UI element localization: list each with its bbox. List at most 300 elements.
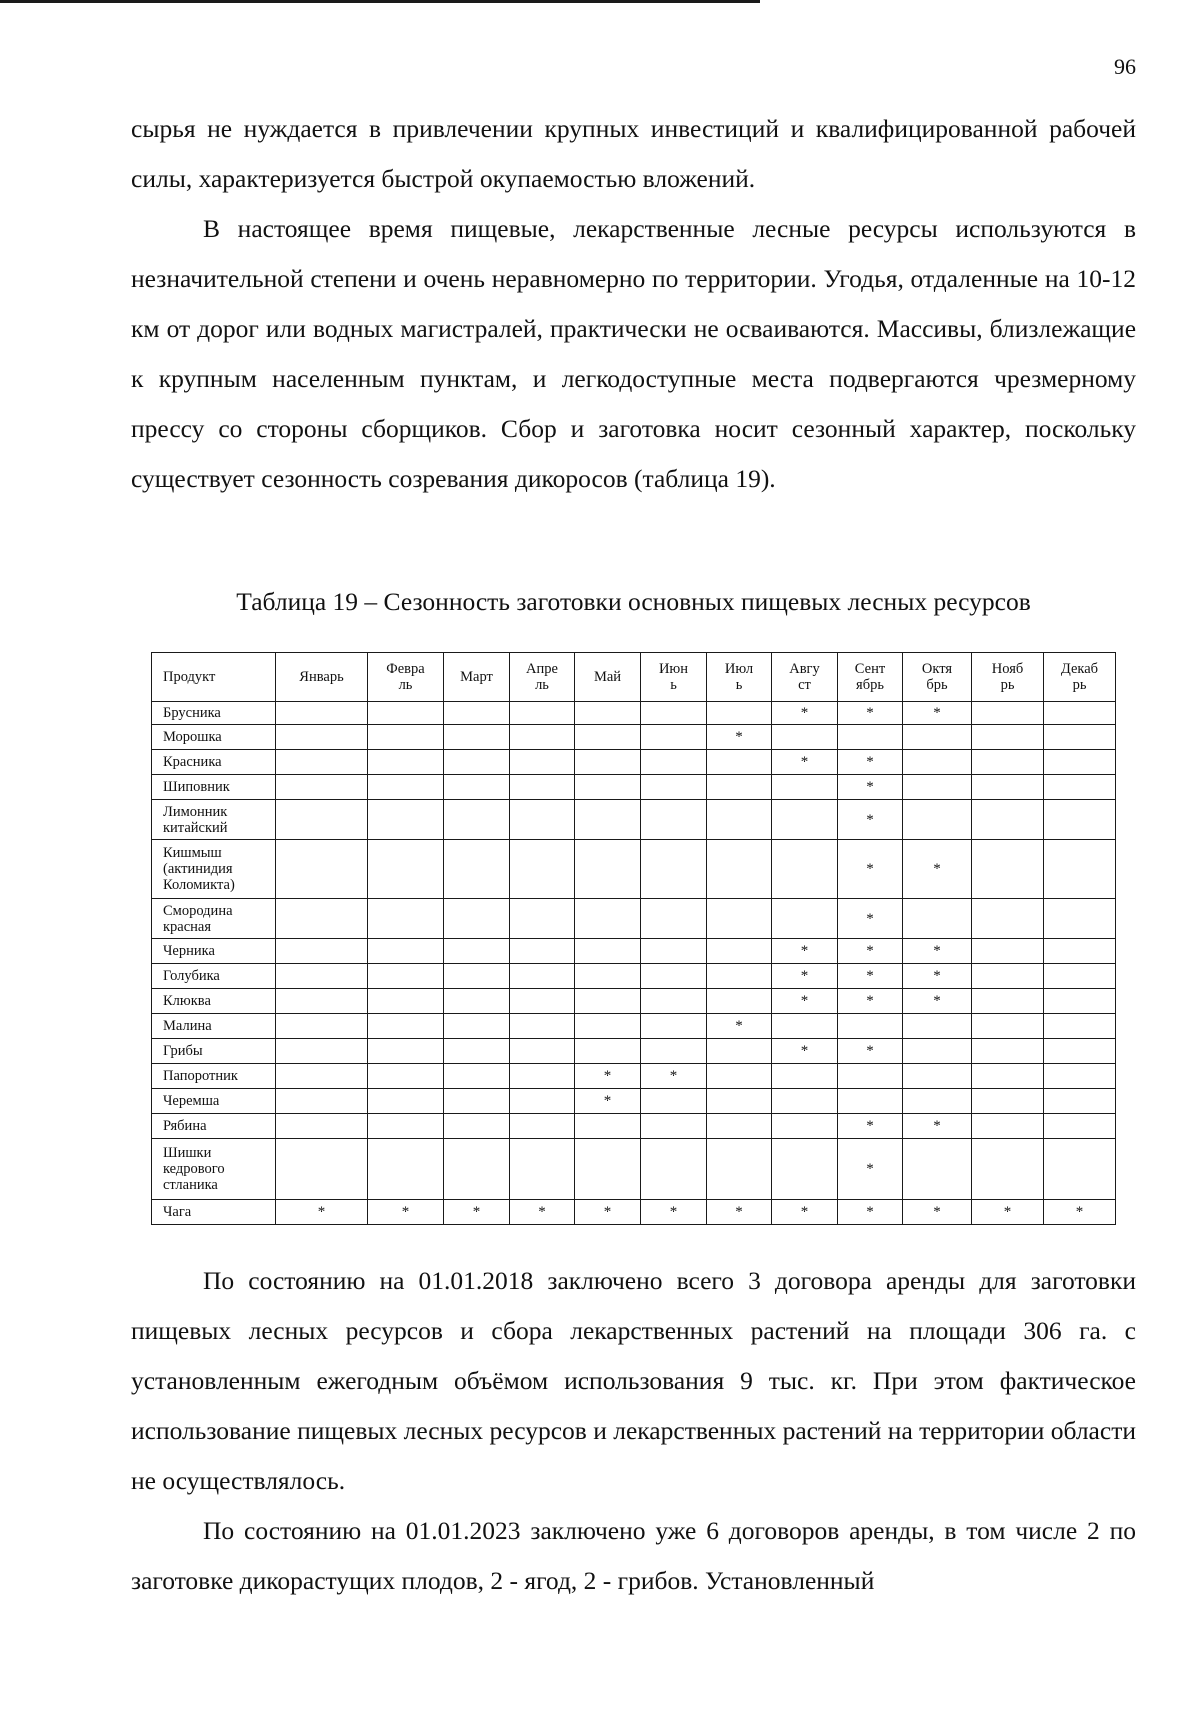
line: По состоянию на 01.01.2023 заключено уже 6 договоров аренды, в том числе bbox=[203, 1516, 1078, 1545]
line: на 10-12 км от дорог или водных магистралей, практически не осваиваются. bbox=[131, 264, 1136, 343]
cell-line: Коломикта) bbox=[163, 877, 235, 893]
column-header-product bbox=[152, 653, 276, 702]
line: По состоянию на 01.01.2018 заключено всего 3 договора аренды для bbox=[203, 1266, 1017, 1295]
season-mark: * bbox=[933, 1204, 941, 1220]
table-row bbox=[152, 1139, 1116, 1200]
cell-line: Июл bbox=[724, 661, 754, 677]
month-cell bbox=[641, 800, 707, 840]
month-cell bbox=[510, 1039, 575, 1064]
month-cell bbox=[972, 899, 1044, 939]
season-mark: * bbox=[866, 1043, 874, 1059]
month-cell bbox=[1044, 964, 1116, 989]
line: на территории области не осуществлялось. bbox=[131, 1416, 1136, 1495]
month-cell bbox=[772, 750, 838, 775]
season-mark: * bbox=[1003, 1204, 1012, 1220]
paragraph-2018 bbox=[131, 1256, 1136, 1506]
season-mark: * bbox=[603, 1204, 612, 1220]
month-cell bbox=[972, 939, 1044, 964]
column-header-month-9 bbox=[838, 653, 903, 702]
table-caption: Таблица 19 – Сезонность заготовки основных пищевых лесных ресурсов bbox=[236, 587, 1031, 616]
month-cell bbox=[444, 989, 510, 1014]
month-cell bbox=[510, 775, 575, 800]
month-cell bbox=[838, 1114, 903, 1139]
month-cell bbox=[368, 1064, 444, 1089]
season-mark: * bbox=[866, 1161, 874, 1177]
cell-line: Морошка bbox=[163, 729, 222, 745]
season-mark: * bbox=[866, 968, 874, 984]
month-cell bbox=[444, 1039, 510, 1064]
month-cell bbox=[575, 1064, 641, 1089]
month-cell bbox=[972, 725, 1044, 750]
season-mark: * bbox=[317, 1204, 326, 1220]
cell-line: Клюква bbox=[163, 993, 211, 1009]
cell-line: Лимонник bbox=[163, 803, 228, 820]
month-cell bbox=[1044, 800, 1116, 840]
month-cell bbox=[368, 1139, 444, 1200]
month-cell bbox=[838, 702, 903, 725]
month-cell bbox=[707, 1200, 772, 1225]
season-mark: * bbox=[800, 705, 809, 721]
month-cell bbox=[838, 750, 903, 775]
paragraph-resources bbox=[131, 204, 1136, 504]
line: сырья не нуждается в привлечении крупных инвестиций и квалифицированной bbox=[131, 114, 1038, 143]
month-cell bbox=[772, 964, 838, 989]
month-cell bbox=[368, 1014, 444, 1039]
cell-line: ст bbox=[798, 677, 811, 693]
cell-line: Черемша bbox=[163, 1093, 220, 1109]
season-mark: * bbox=[735, 729, 743, 745]
month-cell bbox=[368, 1039, 444, 1064]
month-cell bbox=[903, 964, 972, 989]
month-cell bbox=[575, 750, 641, 775]
month-cell bbox=[1044, 725, 1116, 750]
month-cell bbox=[972, 989, 1044, 1014]
month-cell bbox=[772, 989, 838, 1014]
month-cell bbox=[368, 702, 444, 725]
month-cell bbox=[510, 1200, 575, 1225]
month-cell bbox=[972, 964, 1044, 989]
month-cell bbox=[575, 899, 641, 939]
month-cell bbox=[444, 702, 510, 725]
month-cell bbox=[368, 964, 444, 989]
month-cell bbox=[707, 750, 772, 775]
line: подвергаются чрезмерному прессу со стороны сборщиков. Сбор и заготовка носит bbox=[131, 364, 1137, 443]
season-mark: * bbox=[800, 754, 809, 770]
season-mark: * bbox=[933, 943, 941, 959]
season-mark: * bbox=[866, 1204, 874, 1220]
cell-line: Смородина bbox=[163, 902, 233, 919]
month-cell bbox=[972, 1089, 1044, 1114]
month-cell bbox=[276, 964, 368, 989]
month-cell bbox=[903, 800, 972, 840]
cell-line: ь bbox=[670, 677, 677, 693]
month-cell bbox=[972, 800, 1044, 840]
month-cell bbox=[368, 1114, 444, 1139]
column-header-month-8 bbox=[772, 653, 838, 702]
month-cell bbox=[510, 1014, 575, 1039]
month-cell bbox=[510, 939, 575, 964]
cell-line: Декаб bbox=[1060, 661, 1099, 677]
month-cell bbox=[641, 1089, 707, 1114]
month-cell bbox=[641, 989, 707, 1014]
month-cell bbox=[276, 725, 368, 750]
cell-line: Малина bbox=[163, 1018, 212, 1034]
paragraph-continuation bbox=[131, 104, 1136, 204]
cell-line: Шиповник bbox=[163, 779, 230, 795]
month-cell bbox=[368, 1089, 444, 1114]
cell-line: Нояб bbox=[991, 661, 1024, 677]
product-cell bbox=[152, 1139, 276, 1200]
month-cell bbox=[707, 964, 772, 989]
month-cell bbox=[444, 1200, 510, 1225]
cell-line: Кишмыш bbox=[163, 845, 222, 861]
cell-line: Брусника bbox=[163, 705, 221, 721]
product-cell bbox=[152, 899, 276, 939]
month-cell bbox=[772, 939, 838, 964]
month-cell bbox=[575, 840, 641, 899]
month-cell bbox=[510, 800, 575, 840]
month-cell bbox=[838, 840, 903, 899]
month-cell bbox=[1044, 989, 1116, 1014]
month-cell bbox=[368, 840, 444, 899]
table-row bbox=[152, 750, 1116, 775]
cell-line: китайский bbox=[163, 819, 228, 836]
product-cell bbox=[152, 1114, 276, 1139]
month-cell bbox=[641, 702, 707, 725]
cell-line: ябрь bbox=[856, 677, 884, 693]
month-cell bbox=[838, 775, 903, 800]
month-cell bbox=[838, 989, 903, 1014]
month-cell bbox=[1044, 1200, 1116, 1225]
month-cell bbox=[641, 939, 707, 964]
month-cell bbox=[838, 1200, 903, 1225]
month-cell bbox=[575, 989, 641, 1014]
month-cell bbox=[772, 1139, 838, 1200]
table-row bbox=[152, 800, 1116, 840]
cell-line: Май bbox=[593, 669, 622, 685]
month-cell bbox=[641, 899, 707, 939]
month-cell bbox=[772, 1089, 838, 1114]
month-cell bbox=[510, 1089, 575, 1114]
month-cell bbox=[838, 1064, 903, 1089]
line: Массивы, близлежащие к крупным населенным пунктам, и легкодоступные места bbox=[131, 314, 1137, 393]
month-cell bbox=[772, 840, 838, 899]
month-cell bbox=[1044, 1139, 1116, 1200]
cell-line: ь bbox=[735, 677, 743, 693]
table-row bbox=[152, 1039, 1116, 1064]
column-header-month-7 bbox=[707, 653, 772, 702]
table-row bbox=[152, 1089, 1116, 1114]
cell-line: брь bbox=[926, 677, 948, 693]
month-cell bbox=[1044, 1064, 1116, 1089]
season-mark: * bbox=[401, 1204, 410, 1220]
table-row bbox=[152, 840, 1116, 899]
column-header-month-3 bbox=[444, 653, 510, 702]
month-cell bbox=[903, 725, 972, 750]
month-cell bbox=[707, 899, 772, 939]
month-cell bbox=[972, 750, 1044, 775]
month-cell bbox=[510, 964, 575, 989]
season-mark: * bbox=[800, 968, 809, 984]
table-header-row bbox=[152, 653, 1116, 702]
month-cell bbox=[510, 1114, 575, 1139]
month-cell bbox=[903, 1064, 972, 1089]
month-cell bbox=[276, 899, 368, 939]
cell-line: Сент bbox=[854, 661, 886, 677]
month-cell bbox=[903, 775, 972, 800]
month-cell bbox=[575, 1039, 641, 1064]
month-cell bbox=[972, 1139, 1044, 1200]
month-cell bbox=[838, 1089, 903, 1114]
season-mark: * bbox=[933, 1118, 941, 1134]
season-mark: * bbox=[866, 705, 874, 721]
month-cell bbox=[641, 1114, 707, 1139]
month-cell bbox=[444, 1064, 510, 1089]
season-mark: * bbox=[866, 943, 874, 959]
page-number: 96 bbox=[1114, 54, 1136, 79]
month-cell bbox=[276, 1200, 368, 1225]
cell-line: (актинидия bbox=[163, 861, 233, 877]
month-cell bbox=[510, 840, 575, 899]
month-cell bbox=[903, 989, 972, 1014]
month-cell bbox=[575, 1089, 641, 1114]
month-cell bbox=[575, 964, 641, 989]
line: заготовки пищевых лесных ресурсов и сбора лекарственных растений на площади bbox=[131, 1266, 1136, 1345]
month-cell bbox=[707, 702, 772, 725]
product-cell bbox=[152, 939, 276, 964]
month-cell bbox=[772, 702, 838, 725]
table-row bbox=[152, 702, 1116, 725]
cell-line: Январь bbox=[299, 669, 344, 685]
month-cell bbox=[838, 1039, 903, 1064]
month-cell bbox=[772, 1014, 838, 1039]
product-cell bbox=[152, 989, 276, 1014]
month-cell bbox=[1044, 750, 1116, 775]
scan-top-rule bbox=[0, 0, 760, 3]
season-mark: * bbox=[866, 993, 874, 1009]
product-cell bbox=[152, 1200, 276, 1225]
column-header-month-6 bbox=[641, 653, 707, 702]
season-mark: * bbox=[538, 1204, 546, 1220]
cell-line: Папоротник bbox=[163, 1068, 238, 1084]
month-cell bbox=[903, 939, 972, 964]
month-cell bbox=[772, 1200, 838, 1225]
month-cell bbox=[772, 899, 838, 939]
cell-line: Март bbox=[460, 669, 493, 685]
month-cell bbox=[510, 899, 575, 939]
month-cell bbox=[707, 775, 772, 800]
month-cell bbox=[276, 1089, 368, 1114]
month-cell bbox=[707, 1089, 772, 1114]
season-mark: * bbox=[669, 1068, 678, 1084]
month-cell bbox=[510, 750, 575, 775]
text-block-bottom bbox=[131, 1256, 1136, 1606]
table-row bbox=[152, 1114, 1116, 1139]
product-cell bbox=[152, 1064, 276, 1089]
month-cell bbox=[972, 1064, 1044, 1089]
month-cell bbox=[276, 1064, 368, 1089]
month-cell bbox=[903, 1200, 972, 1225]
line: 306 га. с установленным ежегодным объёмом использования 9 тыс. кг. При этом bbox=[131, 1316, 1136, 1395]
cell-line: Продукт bbox=[163, 669, 216, 685]
month-cell bbox=[972, 1014, 1044, 1039]
month-cell bbox=[276, 775, 368, 800]
season-mark: * bbox=[933, 861, 941, 877]
cell-line: Октя bbox=[921, 661, 953, 677]
table-row bbox=[152, 964, 1116, 989]
product-cell bbox=[152, 1014, 276, 1039]
line: В настоящее время пищевые, лекарственные лесные ресурсы используются в bbox=[203, 214, 1136, 243]
cell-line: Грибы bbox=[163, 1043, 203, 1059]
season-mark: * bbox=[800, 1204, 809, 1220]
table-row bbox=[152, 939, 1116, 964]
month-cell bbox=[575, 775, 641, 800]
month-cell bbox=[707, 1064, 772, 1089]
line: фактическое использование пищевых лесных ресурсов и лекарственных растений bbox=[131, 1366, 1136, 1445]
month-cell bbox=[276, 1114, 368, 1139]
month-cell bbox=[972, 1039, 1044, 1064]
season-mark: * bbox=[933, 993, 941, 1009]
month-cell bbox=[276, 702, 368, 725]
product-cell bbox=[152, 840, 276, 899]
month-cell bbox=[575, 800, 641, 840]
month-cell bbox=[838, 1139, 903, 1200]
month-cell bbox=[368, 939, 444, 964]
season-mark: * bbox=[1075, 1204, 1084, 1220]
month-cell bbox=[903, 1014, 972, 1039]
column-header-month-4 bbox=[510, 653, 575, 702]
month-cell bbox=[575, 725, 641, 750]
season-mark: * bbox=[866, 754, 874, 770]
cell-line: Черника bbox=[163, 943, 215, 959]
month-cell bbox=[444, 899, 510, 939]
season-mark: * bbox=[735, 1018, 743, 1034]
cell-line: Февра bbox=[386, 661, 425, 677]
month-cell bbox=[368, 750, 444, 775]
month-cell bbox=[641, 964, 707, 989]
month-cell bbox=[838, 1014, 903, 1039]
cell-line: рь bbox=[1000, 677, 1015, 693]
month-cell bbox=[444, 800, 510, 840]
month-cell bbox=[276, 1039, 368, 1064]
month-cell bbox=[444, 939, 510, 964]
cell-line: Авгу bbox=[789, 661, 820, 677]
season-mark: * bbox=[866, 811, 874, 828]
month-cell bbox=[368, 725, 444, 750]
season-mark: * bbox=[866, 910, 874, 927]
month-cell bbox=[1044, 939, 1116, 964]
month-cell bbox=[707, 1139, 772, 1200]
month-cell bbox=[575, 702, 641, 725]
product-cell bbox=[152, 1089, 276, 1114]
month-cell bbox=[368, 775, 444, 800]
product-cell bbox=[152, 800, 276, 840]
month-cell bbox=[276, 750, 368, 775]
month-cell bbox=[641, 725, 707, 750]
month-cell bbox=[772, 800, 838, 840]
product-cell bbox=[152, 775, 276, 800]
table-row bbox=[152, 899, 1116, 939]
month-cell bbox=[707, 1039, 772, 1064]
month-cell bbox=[575, 939, 641, 964]
month-cell bbox=[276, 1014, 368, 1039]
month-cell bbox=[1044, 899, 1116, 939]
column-header-month-10 bbox=[903, 653, 972, 702]
month-cell bbox=[575, 1114, 641, 1139]
season-mark: * bbox=[866, 1118, 874, 1134]
month-cell bbox=[972, 702, 1044, 725]
season-mark: * bbox=[800, 1043, 809, 1059]
table-row bbox=[152, 725, 1116, 750]
cell-line: Рябина bbox=[163, 1118, 207, 1134]
season-mark: * bbox=[933, 968, 941, 984]
table-row bbox=[152, 1200, 1116, 1225]
month-cell bbox=[276, 989, 368, 1014]
month-cell bbox=[575, 1014, 641, 1039]
cell-line: стланика bbox=[163, 1177, 218, 1193]
line: незначительной степени и очень неравномерно по территории. Угодья, отдаленные bbox=[131, 264, 1039, 293]
month-cell bbox=[1044, 702, 1116, 725]
table-row bbox=[152, 1014, 1116, 1039]
season-mark: * bbox=[866, 779, 874, 795]
cell-line: рь bbox=[1072, 677, 1087, 693]
month-cell bbox=[444, 840, 510, 899]
text-block-top bbox=[131, 104, 1136, 504]
month-cell bbox=[444, 1089, 510, 1114]
month-cell bbox=[972, 775, 1044, 800]
month-cell bbox=[838, 725, 903, 750]
month-cell bbox=[641, 1139, 707, 1200]
month-cell bbox=[772, 1039, 838, 1064]
month-cell bbox=[707, 1114, 772, 1139]
month-cell bbox=[444, 725, 510, 750]
product-cell bbox=[152, 725, 276, 750]
month-cell bbox=[444, 750, 510, 775]
month-cell bbox=[510, 702, 575, 725]
month-cell bbox=[707, 840, 772, 899]
column-header-month-5 bbox=[575, 653, 641, 702]
month-cell bbox=[838, 899, 903, 939]
line: (таблица 19). bbox=[634, 464, 776, 493]
cell-line: красная bbox=[163, 918, 212, 935]
month-cell bbox=[903, 1139, 972, 1200]
month-cell bbox=[903, 1089, 972, 1114]
season-mark: * bbox=[800, 943, 809, 959]
month-cell bbox=[972, 840, 1044, 899]
month-cell bbox=[641, 1039, 707, 1064]
month-cell bbox=[510, 989, 575, 1014]
month-cell bbox=[276, 840, 368, 899]
month-cell bbox=[1044, 1114, 1116, 1139]
table-row bbox=[152, 1064, 1116, 1089]
cell-line: Чага bbox=[163, 1204, 192, 1220]
cell-line: ль bbox=[398, 677, 413, 693]
month-cell bbox=[772, 1114, 838, 1139]
table-row bbox=[152, 989, 1116, 1014]
product-cell bbox=[152, 702, 276, 725]
cell-line: Апре bbox=[526, 661, 558, 677]
product-cell bbox=[152, 964, 276, 989]
month-cell bbox=[510, 725, 575, 750]
cell-line: Красника bbox=[163, 754, 222, 770]
line: сезонный характер, поскольку существует сезонность созревания дикоросов bbox=[131, 414, 1136, 493]
month-cell bbox=[838, 964, 903, 989]
month-cell bbox=[772, 775, 838, 800]
month-cell bbox=[368, 800, 444, 840]
month-cell bbox=[510, 1064, 575, 1089]
month-cell bbox=[444, 1139, 510, 1200]
line: рабочей силы, характеризуется быстрой окупаемостью вложений. bbox=[131, 114, 1137, 193]
